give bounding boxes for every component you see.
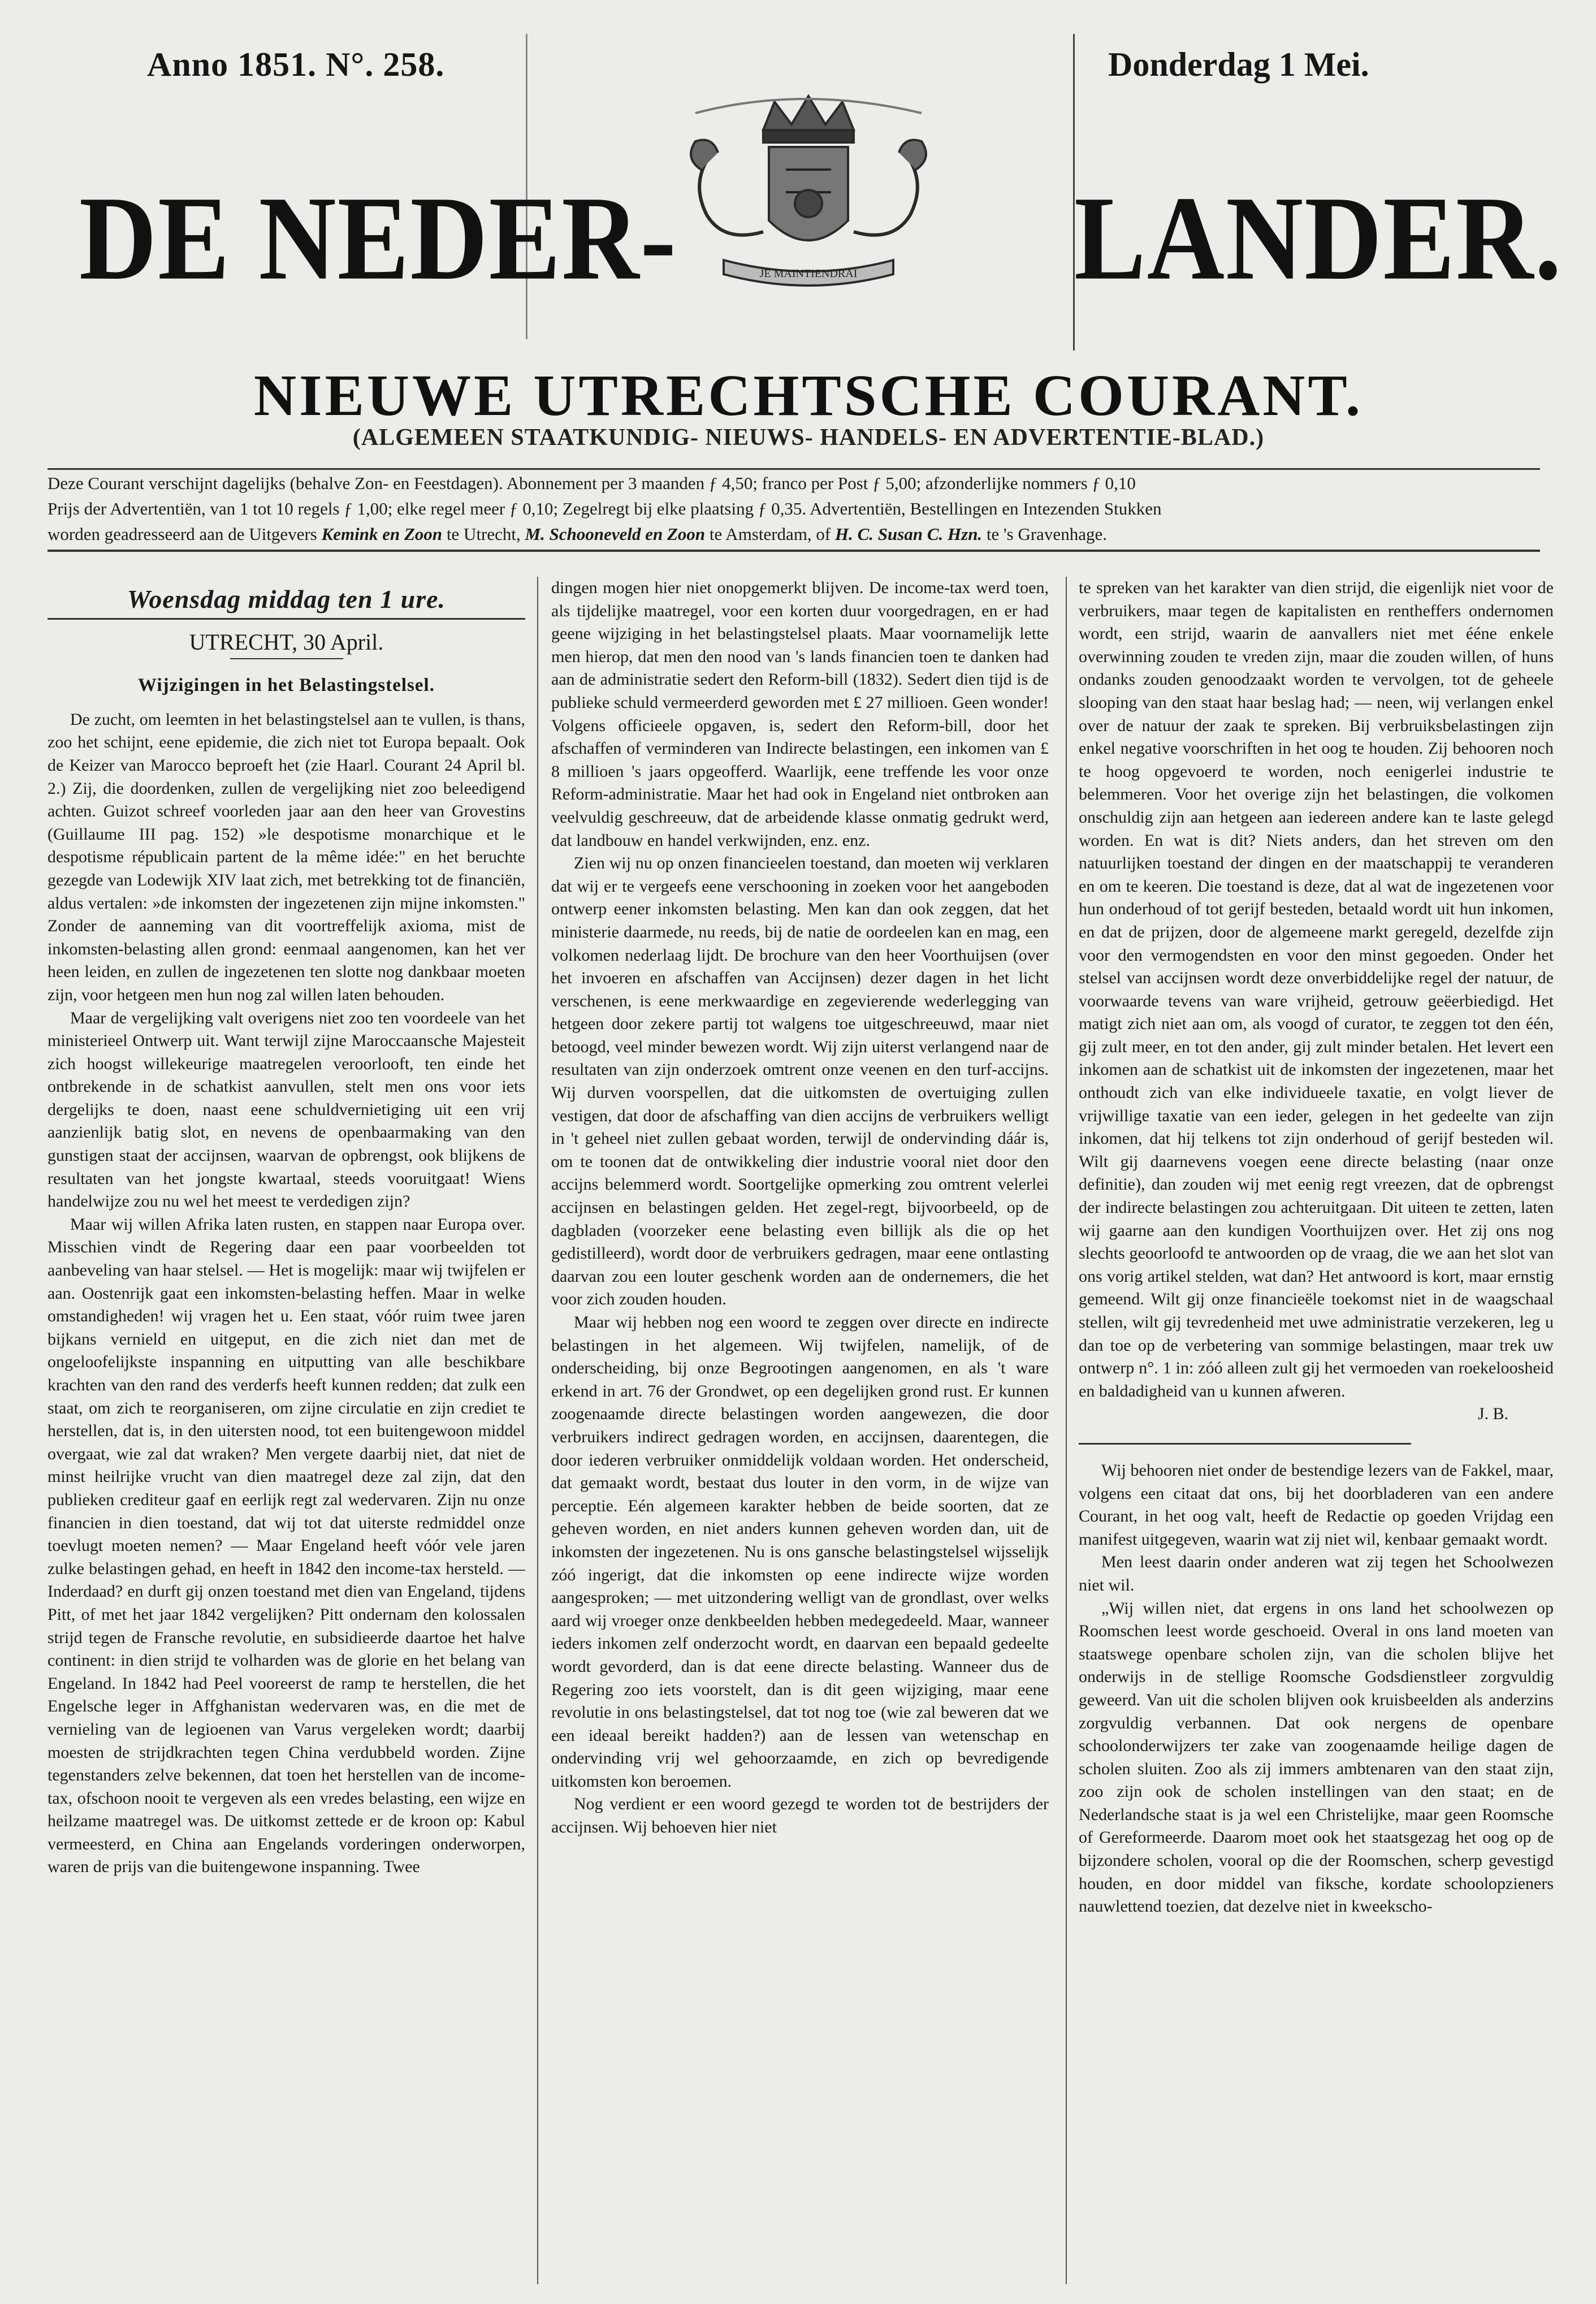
article-paragraph: te spreken van het karakter van dien strijd, die eigenlijk niet voor de verbruikers, maar tegen de kapitalisten en rentheffers ondernomen wordt, een strijd, waarin de aanvallers niet met ééne enkele overwinning zouden te vreden zijn, maar die zouden willen, of huns ondanks zouden genoodzaakt worden te vervolgen, tot de geheele slooping van den staat haar beslag had; — neen, wij verlangen enkel over de natuur der zaak te spreken. Bij verbruiksbelastingen zijn enkel negative voorschriften in het oog te houden. Zij behooren noch te hoog opgevoerd te worden, noch eenigerlei industrie te belemmeren. Voor het overige zijn het belastingen, die volkomen onschuldig zijn aan hetgeen aan iedereen andere kan te laste gelegd worden. En wat is dit? Niets anders, dan het streven om den natuurlijken toestand der dingen en der maatschappij te veranderen en om te keeren. Die toestand is deze, dat al wat de ingezetenen voor hun onderhoud of tot gerijf besteden, betaald wordt uit hun inkomen, en dat de prijzen, door de algemeene markt geregeld, dezelfde zijn voor den vermogendsten en voor den minst gegoeden. Onder het stelsel van accijnsen wordt deze onverbiddelijke regel der natuur, de voorwaarde tevens van ware vrijheid, getrouw geëerbiedigd. Het matigt zich niet aan om, als voogd of curator, te zeggen tot den één, gij zult meer, en tot den ander, gij zult minder betalen. Het levert een inkomen aan de schatkist uit de inkomsten der ingezetenen, maar het onthoudt zich van elke individueele taxatie, en volgt liever de vrijwillige taxatie van een ieder, gelegen in het gedeelte van zijn inkomen, dat hij telkens tot zijn onderhoud of gerijf besteden wil. Wilt gij daarnevens voegen eene directe belasting (naar onze definitie), dan zouden wij met eenig regt vreezen, dat de opbrengst der indirecte belastingen zou achteruitgaan. Dit uiteen te zetten, laten wij gaarne aan den kundigen Voorthuijzen over. Het zij ons nog slechts geoorloofd te antwoorden op de vraag, die we aan het slot van ons vorig artikel stelden, wat dan? Het antwoord is kort, maar ernstig gemeend. Wilt gij onze financieële toekomst niet in de waagschaal stellen, wilt gij tevredenheid met uwe administratie verzekeren, leg u dan toe op de verbetering van sommige belastingen, maar trek uw ontwerp n°. 1 in: zóó alleen zult gij het vermoeden van roekeloosheid en baldadigheid van u kunnen afweren.	[1079, 578, 1554, 1400]
dateline: UTRECHT, 30 April.	[189, 629, 384, 655]
column-3	[1079, 577, 1554, 2273]
article-paragraph: De zucht, om leemten in het belastingstelsel aan te vullen, is thans, zoo het schijnt, eene epidemie, die zich niet tot Europa bepaalt. Ook de Keizer van Marocco beproeft het (zie Haarl. Courant 24 April bl. 2.) Zij, die doordenken, zullen de vergelijking niet zoo beleedigend achten. Guizot schreef voorleden jaar aan den heer van Grovestins (Guillaume III pag. 152) »le despotisme monarchique et le despotisme républicain partent de la même idée:" en het beruchte gezegde van Lodewijk XIV laat zich, met betrekking tot de financiën, aldus vertalen: »de inkomsten der ingezetenen zijn mijne inkomsten." Zonder de aanneming van dit voortreffelijk axioma, mist de inkomsten-belasting allen grond: eenmaal aangenomen, kan het ver heen leiden, en zullen de ingezetenen ten slotte nog dankbaar moeten zijn, voor hetgeen men hun nog zal willen laten behouden.	[47, 710, 525, 1004]
column-1	[47, 588, 525, 2284]
newspaper-title-right: LANDER.	[1074, 172, 1563, 305]
column-divider	[537, 577, 538, 2284]
article-paragraph: Maar wij willen Afrika laten rusten, en stappen naar Europa over. Misschien vindt de Regering daar een paar voorbeelden tot aanbeveling van haar stelsel. — Het is mogelijk: maar wij twijfelen er aan. Oostenrijk gaat een inkomsten-belasting heffen. Maar in welke omstandigheden! wij vragen het u. Een staat, vóór ruim twee jaren bijkans vernield en uitgeput, en die zich niet dan met de ongeloofelijkste inspanning en uitputting van alle beschikbare krachten van den rand des verderfs heeft kunnen redden; dat zulk een staat, om zich te reorganiseren, om zijne circulatie en zijn crediet te herstellen, dat is, in den uitersten nood, tot een buitengewoon middel overgaat, wie zal dat wraken? Men vergete daarbij niet, dat niet de minst heilrijke vrucht van dien maatregel deze zal zijn, dat den publieken crediteur gaaf en eerlijk regt zal wedervaren. Zijn nu onze financien in dien toestand, dat wij tot dat uiterste redmiddel onze toevlugt moeten nemen? — Maar Engeland heeft vóór vele jaren zulke belastingen gehad, en heeft in 1842 den income-tax hersteld. — Inderdaad? en durft gij onzen toestand met dien van Engeland, tijdens Pitt, of met het jaar 1842 vergelijken? Pitt ondernam den kolossalen strijd tegen de Fransche revolutie, en subsidieerde daartoe het halve continent: in dien strijd te volharden was de glorie en het belang van Engeland. In 1842 had Peel vooreerst de ramp te herstellen, die het Engelsche leger in Affghanistan wedervaren was, en die met de vernieling van de legioenen van Varus vergeleken wordt; daarbij moesten de strijdkrachten tegen China verdubbeld worden. Zijne tegenstanders zelve bekennen, dat toen het herstellen van de income-tax, ofschoon nooit te vergeven als een vredes belasting, een wijze en heilzame maatregel was. De uitkomst zettede er de kroon op: Kabul vermeesterd, en China aan Engelands vorderingen onderworpen, waren de prijs van die buitengewone inspanning. Twee	[47, 1214, 525, 1877]
notice-text: te Amsterdam, of	[709, 524, 831, 544]
notice-line-3	[47, 521, 1540, 547]
author-signature: J. B.	[1477, 1404, 1508, 1424]
article-paragraph: „Wij willen niet, dat ergens in ons land het schoolwezen op Roomschen leest worde geschoeid. Overal in ons land moeten van staatswege openbare scholen zijn, van die scholen blijve het onderwijs in de stellige Roomsche Godsdienstleer zorgvuldig geweerd. Van uit die scholen blijven ook kruisbeelden als anderzins zorgvuldig verbannen. Dat ook nergens de openbare schoolonderwijzers ter zake van zoogenaamde heilige dagen de scholen sluiten. Zoo als zij immers ambtenaren van den staat zijn, zoo zijn ook de scholen instellingen van den staat; en de Nederlandsche staat is ja wel een Christelijke, maar geen Roomsche of Gereformeerde. Daarom moet ook het staatsgezag het oog op de bijzondere scholen, vooral op die der Roomschen, scherp gevestigd houden, en door middel van fiksche, kordate schoolopzieners nauwlettend toezien, dat dezelve niet in kweekscho-	[1079, 1598, 1554, 1916]
article-paragraph: Maar wij hebben nog een woord te zeggen over directe en indirecte belastingen in het algemeen. Wij twijfelen, namelijk, of de onderscheiding, bij onze Begrootingen aangenomen, en als 't ware erkend in art. 76 der Grondwet, op een degelijken grond rust. Er kunnen zoogenaamde directe belastingen worden aangewezen, die door verbruikers indirect gedragen worden, en accijnsen, daarentegen, die door iederen verbruiker onmiddelijk voldaan worden. Het onderscheid, dat gemaakt wordt, bestaat dus louter in den vorm, in de wijze van perceptie. Eén algemeen karakter hebben de beide soorten, dat ze geheven worden, en niet anders kunnen geheven worden dan, uit de inkomsten der ingezetenen. Nu is ons gansche belastingstelsel wijsselijk zóó ingerigt, dat die inkomsten op eene indirecte wijze worden aangesproken; — met uitzondering welligt van de grondlast, over welks aard wij vroeger onze denkbeelden hebben medegedeeld. Maar, wanneer ieders inkomen zelf onderzocht wordt, en daarvan een bepaald gedeelte wordt gevorderd, dan is dat eene directe belasting. Wanneer dus de Regering zoo iets voorstelt, dan is dit geen wijziging, maar eene revolutie in ons belastingstelsel, dat tot nog toe (wie zal beweren dat we een ideaal bereikt hadden?) aan de lessen van wetenschap en ondervinding vrij wel gehoorzaamde, en zich op bevredigende uitkomsten kon beroemen.	[551, 1313, 1049, 1791]
notice-text: te 's Gravenhage.	[986, 524, 1107, 544]
publisher-kemink: Kemink en Zoon	[321, 524, 443, 544]
notice-line-1: Deze Courant verschijnt dagelijks (behalve Zon- en Feestdagen). Abonnement per 3 maanden ƒ 4,50; franco per Post ƒ 5,00; afzonderlijke nommers ƒ 0,10	[47, 473, 1136, 493]
newspaper-subtitle: NIEUWE UTRECHTSCHE COURANT.	[253, 363, 1363, 428]
article-paragraph: Wij behooren niet onder de bestendige lezers van de Fakkel, maar, volgens een citaat dat ons, bij het doorbladeren van een andere Courant, in het oog valt, heeft de Redactie op goeden Vrijdag een manifest uitgegeven, waarin wat zij niet wil, kenbaar gemaakt wordt.	[1079, 1460, 1554, 1549]
article-paragraph: Nog verdient er een woord gezegd te worden tot de bestrijders der accijnsen. Wij behoeven hier niet	[551, 1795, 1049, 1837]
divider	[47, 618, 525, 620]
column-divider	[1066, 577, 1067, 2284]
article-paragraph: Maar de vergelijking valt overigens niet zoo ten voordeele van het ministerieel Ontwerp uit. Want terwijl zijne Maroccaansche Majesteit zich hoogst willekeurige maatregelen veroorlooft, ten einde het ontbrekende in de schatkist aanvullen, stelt men ons voor iets dergelijks te doen, naast eene schuldvernietiging uit een vrij aanzienlijk batig slot, en nevens de openbaarmaking van den gunstigen staat der accijnsen, waarvan de opbrengst, ook blijkens de resultaten van het jongste kwartaal, steeds vooruitgaat! Wiens handelwijze zou nu wel het meest te verdedigen zijn?	[47, 1008, 525, 1211]
notice-text: worden geadresseerd aan de Uitgevers	[47, 524, 317, 544]
article-title: Wijzigingen in het Belastingstelsel.	[138, 675, 435, 696]
divider	[1079, 1443, 1411, 1445]
masthead-rule	[47, 468, 1540, 470]
crest-motto: JE MAINTIENDRAI	[759, 267, 858, 280]
notice-line-2: Prijs der Advertentiën, van 1 tot 10 regels ƒ 1,00; elke regel meer ƒ 0,10; Zegelregt bij elke plaatsing ƒ 0,35. Advertentiën, Bestellingen en Intezenden Stukken	[47, 499, 1162, 518]
notice-rule-bottom	[47, 550, 1540, 552]
issue-date: Donderdag 1 Mei.	[1108, 46, 1369, 83]
article-paragraph: dingen mogen hier niet onopgemerkt blijven. De income-tax werd toen, als tijdelijke maatregel, voor een korten duur voorgedragen, en er had geene wijziging in het belastingstelsel plaats. Maar voornamelijk lette men hierop, dat men den nood van 's lands financien toen te danken had aan de administratie sedert den Reform-bill (1832). Sedert dien tijd is de publieke schuld vermeerderd geworden met £ 27 millioen. Geen wonder! Volgens officieele opgaven, is, sedert den Reform-bill, door het afschaffen of verminderen van Indirecte belastingen, een inkomen van £ 8 millioen 's jaars opgeofferd. Waarlijk, eene treffende les voor onze Reform-administratie. Maar het had ook in Engeland niet ontbroken aan veelvuldig geschreeuw, dat de arbeidende klasse onmatig gedrukt werd, dat landbouw en handel verkwijnden, enz. enz.	[551, 578, 1049, 850]
column-2	[551, 577, 1049, 2273]
newspaper-description: (ALGEMEEN STAATKUNDIG- NIEUWS- HANDELS- EN ADVERTENTIE-BLAD.)	[352, 425, 1265, 451]
article-paragraph: Zien wij nu op onzen financieelen toestand, dan moeten wij verklaren dat wij er te vergeefs eene verschooning in zoeken voor het aangeboden ontwerp eener inkomsten belasting. Men kan dan ook zeggen, dat het ministerie daarmede, nu reeds, bij de natie de oordeelen kan en mag, een volkomen nederlaag lijdt. De brochure van den heer Voorthuijsen (over het invoeren en afschaffen van Accijnsen) dezer dagen in het licht verschenen, is eene merkwaardige en zegevierende wederlegging van hetgeen door zekere partij tot walgens toe uitgeschreeuwd, maar niet betoogd, veel minder bewezen wordt. Wij zijn uiterst verlangend naar de resultaten van zijn onderzoek omtrent onze veenen en den turf-accijns. Wij durven voorspellen, dat die uitkomsten de overtuiging zullen vestigen, dat door de afschaffing van dien accijns de verbruikers welligt in 't geheel niet zullen gebaat worden, terwijl de ondervinding dáár is, om te toonen dat de ontwikkeling dier industrie vooral niet door den accijns belemmerd wordt. Soortgelijke opmerking zou omtrent velerlei accijnsen en belastingen gelden. Het zegel-regt, bijvoorbeeld, op de dagbladen (voorzeker eene belasting even billijk als die op het gedistilleerd), wordt door de verbruikers gedragen, maar eene ontlasting daarvan zou een louter geschenk worden aan de ondernemers, die het voor zich zouden houden.	[551, 854, 1049, 1309]
issue-number: Anno 1851. N°. 258.	[147, 46, 445, 83]
royal-coat-of-arms-icon	[633, 90, 984, 305]
publisher-schooneveld: M. Schooneveld en Zoon	[525, 524, 706, 544]
subscription-notice	[47, 470, 1540, 547]
divider	[230, 658, 343, 659]
notice-text: te Utrecht,	[446, 524, 521, 544]
newspaper-title-left: DE NEDER-	[79, 172, 677, 305]
publisher-susan: H. C. Susan C. Hzn.	[835, 524, 983, 544]
article-paragraph: Men leest daarin onder anderen wat zij tegen het Schoolwezen niet wil.	[1079, 1553, 1554, 1594]
edition-time: Woensdag middag ten 1 ure.	[127, 588, 446, 613]
